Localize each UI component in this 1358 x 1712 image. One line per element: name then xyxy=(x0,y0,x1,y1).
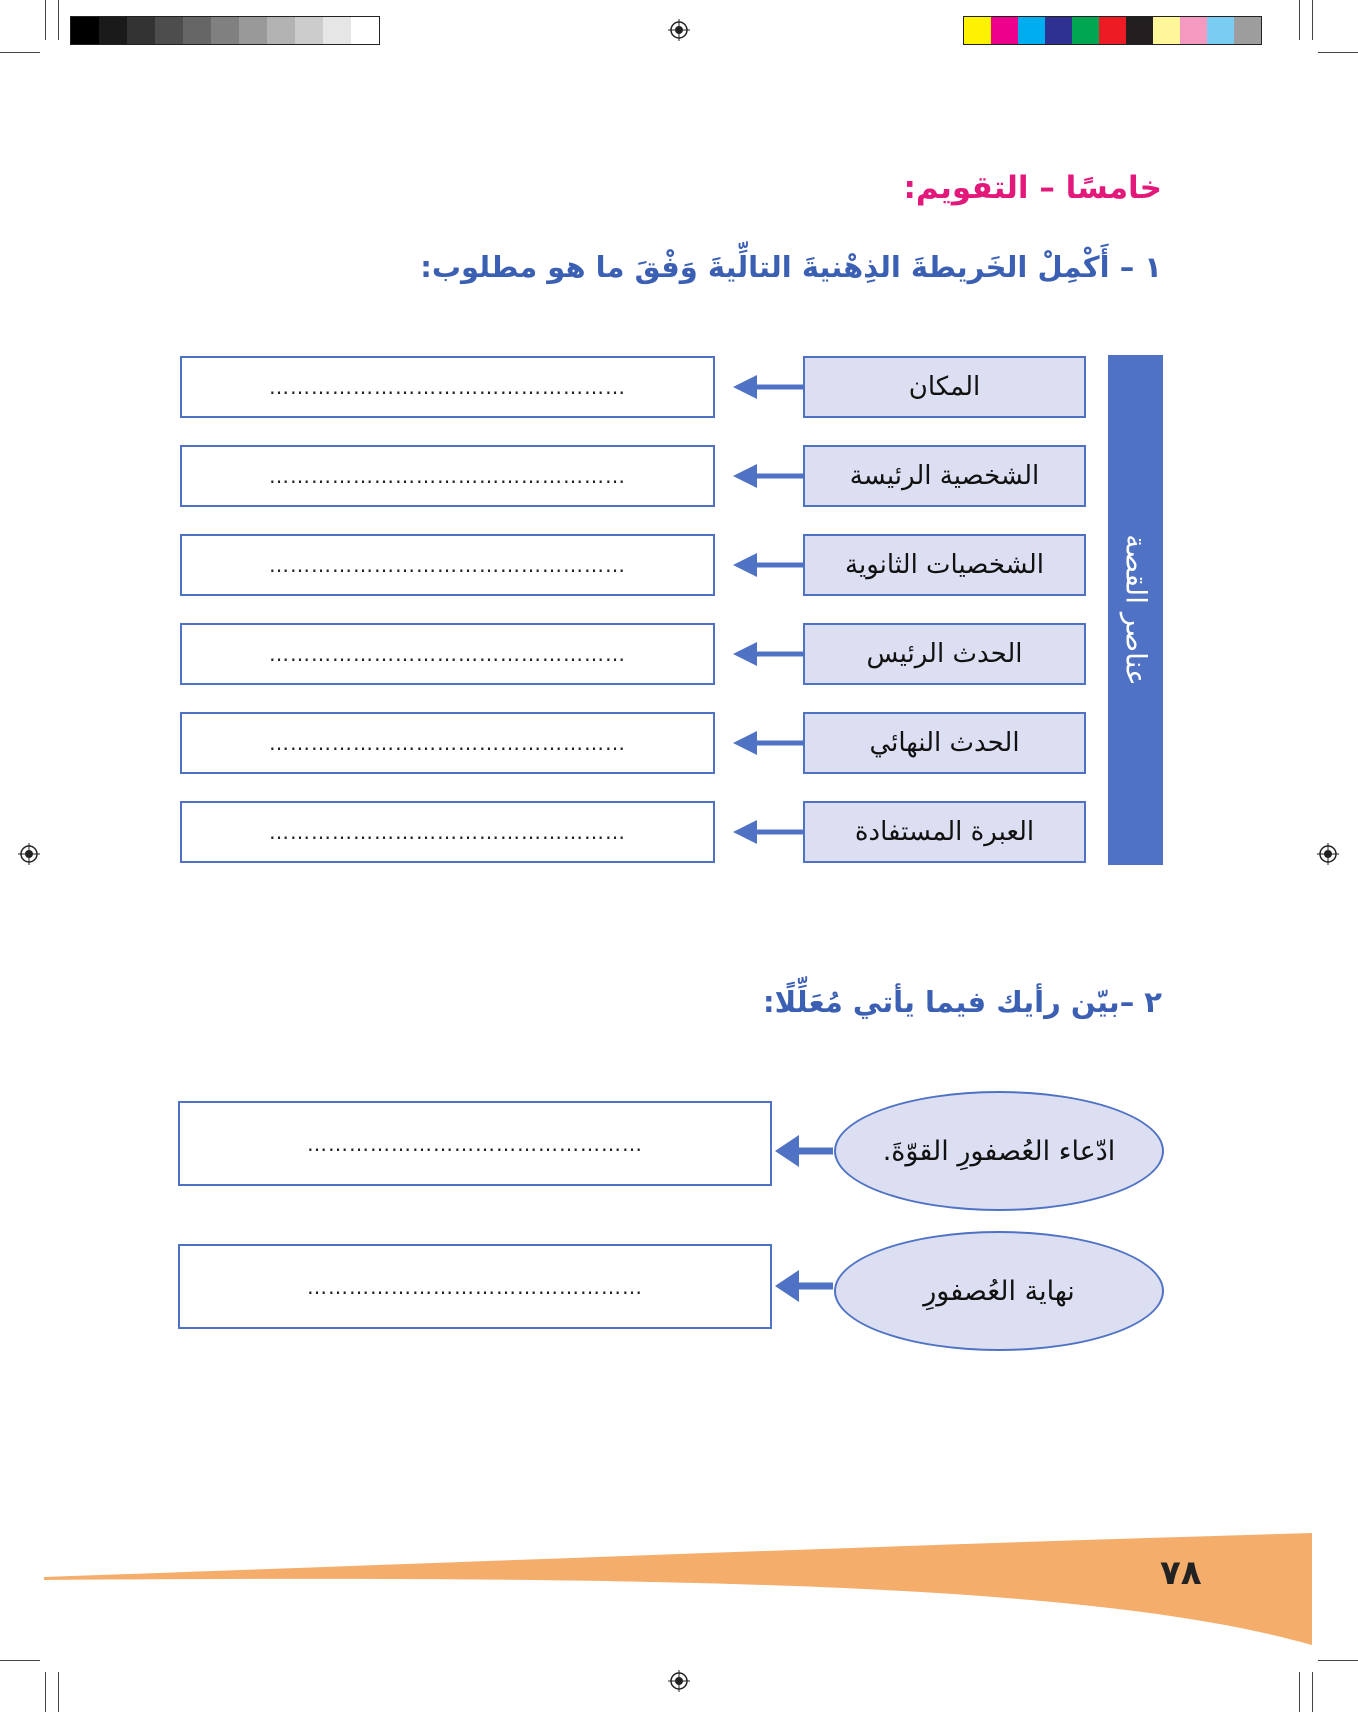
crop-mark xyxy=(0,52,40,53)
answer-field[interactable]: …………………………………………… xyxy=(180,356,715,418)
page-number: ٧٨ xyxy=(1160,1553,1202,1593)
arrow-left-icon xyxy=(733,461,803,491)
arrow-left-icon xyxy=(733,372,803,402)
arrow-left-icon xyxy=(733,817,803,847)
arrow-left-icon xyxy=(775,1131,833,1171)
section-title: خامسًا – التقويم: xyxy=(903,170,1162,206)
crop-mark xyxy=(45,1672,46,1712)
registration-mark-icon xyxy=(1317,843,1339,865)
answer-field[interactable]: …………………………………………… xyxy=(180,712,715,774)
element-label: الشخصيات الثانوية xyxy=(803,534,1086,596)
crop-mark xyxy=(45,0,46,40)
answer-field[interactable]: …………………………………………… xyxy=(180,623,715,685)
question-2-prompt: ٢ –بيّن رأيك فيما يأتي مُعَلِّلًا: xyxy=(763,985,1162,1019)
crop-mark xyxy=(1312,0,1313,40)
element-label: الحدث النهائي xyxy=(803,712,1086,774)
answer-field[interactable]: …………………………………………… xyxy=(180,801,715,863)
question-1-prompt: ١ – أَكْمِلْ الخَريطةَ الذِهْنيةَ التالِّيةَ وَفْقَ ما هو مطلوب: xyxy=(420,250,1162,284)
color-calibration-strip xyxy=(963,16,1262,45)
crop-mark xyxy=(58,1672,59,1712)
crop-mark xyxy=(1318,1660,1358,1661)
answer-field[interactable]: …………………………………………… xyxy=(180,534,715,596)
arrow-left-icon xyxy=(775,1266,833,1306)
crop-mark xyxy=(1299,1672,1300,1712)
arrow-left-icon xyxy=(733,728,803,758)
opinion-topic: نهاية العُصفورِ xyxy=(834,1231,1164,1351)
opinion-answer-field[interactable]: ………………………………………… xyxy=(178,1244,772,1329)
arrow-left-icon xyxy=(733,550,803,580)
mindmap-center-label: عناصر القصة xyxy=(1119,534,1152,686)
crop-mark xyxy=(0,1660,40,1661)
registration-mark-icon xyxy=(18,843,40,865)
element-label: العبرة المستفادة xyxy=(803,801,1086,863)
mindmap-center-bar xyxy=(1108,355,1163,865)
grayscale-calibration-strip xyxy=(70,16,380,45)
crop-mark xyxy=(58,0,59,40)
element-label: الشخصية الرئيسة xyxy=(803,445,1086,507)
registration-mark-icon xyxy=(668,1670,690,1692)
element-label: الحدث الرئيس xyxy=(803,623,1086,685)
arrow-left-icon xyxy=(733,639,803,669)
crop-mark xyxy=(1312,1672,1313,1712)
crop-mark xyxy=(1299,0,1300,40)
opinion-answer-field[interactable]: ………………………………………… xyxy=(178,1101,772,1186)
element-label: المكان xyxy=(803,356,1086,418)
answer-field[interactable]: …………………………………………… xyxy=(180,445,715,507)
registration-mark-icon xyxy=(668,19,690,41)
footer-orange-band xyxy=(0,1525,1358,1655)
opinion-topic: ادّعاء العُصفورِ القوّةَ. xyxy=(834,1091,1164,1211)
crop-mark xyxy=(1318,52,1358,53)
